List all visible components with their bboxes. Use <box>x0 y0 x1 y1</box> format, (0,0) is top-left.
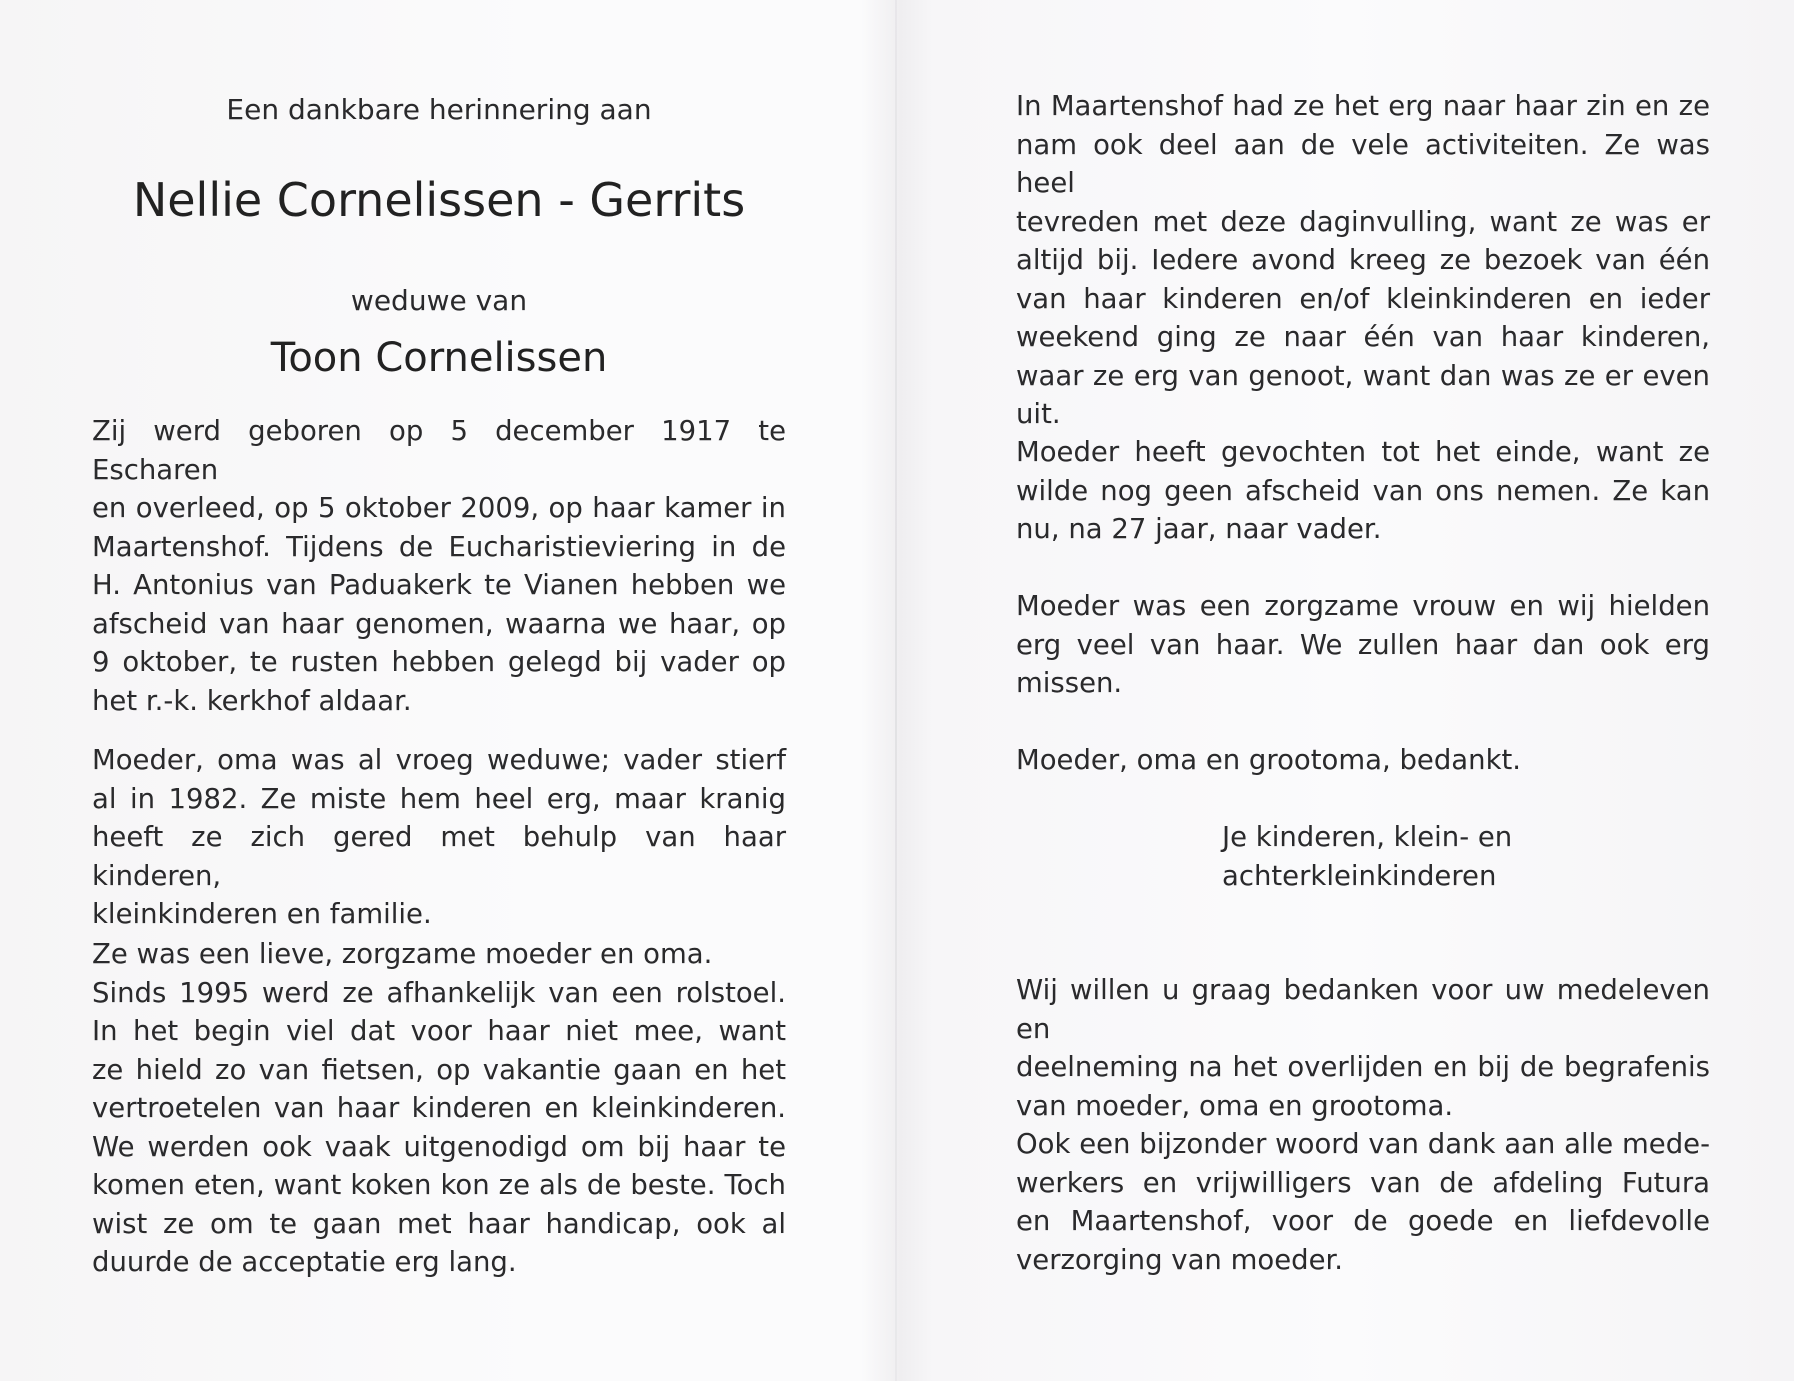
text-line: wilde nog geen afscheid van ons nemen. Ze kan <box>1016 474 1710 507</box>
right-page <box>1016 0 1710 1381</box>
text-line: deelneming na het overlijden en bij de begrafenis <box>1016 1051 1710 1083</box>
signature <box>1222 818 1512 895</box>
signature-line: achterkleinkinderen <box>1222 859 1497 892</box>
text-line: ze hield zo van fietsen, op vakantie gaan en het <box>92 1053 786 1086</box>
text-line: vertroetelen van haar kinderen en kleinkinderen. <box>92 1092 786 1124</box>
text-line: van moeder, oma en grootoma. <box>1016 1089 1454 1122</box>
text-line: het r.-k. kerkhof aldaar. <box>92 684 412 717</box>
text-line: missen. <box>1016 667 1123 699</box>
staff-thanks-paragraph <box>1016 1125 1710 1279</box>
text-line: In het begin viel dat voor haar niet mee, want <box>92 1015 786 1047</box>
text-line: We werden ook vaak uitgenodigd om bij haar te <box>92 1130 786 1163</box>
text-line: Moeder, oma en grootoma, bedankt. <box>1016 744 1522 776</box>
intro-text: Een dankbare herinnering aan <box>226 93 652 126</box>
text-line: In Maartenshof had ze het erg naar haar zin en ze <box>1016 90 1710 122</box>
text-line: duurde de acceptatie erg lang. <box>92 1246 517 1278</box>
signature-line: Je kinderen, klein- en <box>1222 821 1513 853</box>
card-fold-line <box>895 0 897 1381</box>
text-line: 9 oktober, te rusten hebben gelegd bij vader op <box>92 646 786 678</box>
fight-paragraph <box>1016 433 1710 549</box>
text-line: waar ze erg van genoot, want dan was ze er even <box>1016 359 1710 392</box>
text-line: H. Antonius van Paduakerk te Vianen hebben we <box>92 569 786 601</box>
text-line: tevreden met deze daginvulling, want ze was er <box>1016 205 1710 238</box>
spouse-name: Toon Cornelissen <box>270 335 608 381</box>
text-line: Ze was een lieve, zorgzame moeder en oma. <box>92 938 713 970</box>
widowhood-paragraph <box>92 741 786 934</box>
text-line: Ook een bijzonder woord van dank aan alle mede- <box>1016 1128 1710 1160</box>
text-line: altijd bij. Iedere avond kreeg ze bezoek van één <box>1016 244 1710 276</box>
thanks-line-paragraph <box>1016 741 1710 780</box>
text-line: komen eten, want koken kon ze als de beste. Toch <box>92 1169 786 1201</box>
text-line: Wij willen u graag bedanken voor uw medeleven en <box>1016 974 1710 1045</box>
text-line: Moeder, oma was al vroeg weduwe; vader stierf <box>92 744 786 776</box>
text-line: nam ook deel aan de vele activiteiten. Ze was heel <box>1016 128 1710 199</box>
text-line: werkers en vrijwilligers van de afdeling Futura <box>1016 1166 1710 1199</box>
text-line: weekend ging ze naar één van haar kinderen, <box>1016 321 1710 353</box>
text-line: Zij werd geboren op 5 december 1917 te Escharen <box>92 415 786 486</box>
text-line: heeft ze zich gered met behulp van haar kinderen, <box>92 821 786 892</box>
text-line: en Maartenshof, voor de goede en liefdevolle <box>1016 1205 1710 1237</box>
gratitude-paragraph <box>1016 971 1710 1125</box>
text-line: Moeder heeft gevochten tot het einde, want ze <box>1016 436 1710 468</box>
text-line: Moeder was een zorgzame vrouw en wij hielden <box>1016 590 1710 622</box>
text-line: nu, na 27 jaar, naar vader. <box>1016 513 1382 545</box>
widow-of-text: weduwe van <box>350 284 528 317</box>
text-line: afscheid van haar genomen, waarna we haar, op <box>92 607 786 640</box>
text-line: Sinds 1995 werd ze afhankelijk van een rolstoel. <box>92 976 786 1009</box>
text-line: kleinkinderen en familie. <box>92 898 432 930</box>
text-line: erg veel van haar. We zullen haar dan ook erg <box>1016 628 1710 661</box>
life-paragraph <box>92 935 786 1282</box>
text-line: en overleed, op 5 oktober 2009, op haar kamer in <box>92 492 786 524</box>
text-line: Maartenshof. Tijdens de Eucharistieviering in de <box>92 530 786 563</box>
caring-paragraph <box>1016 587 1710 703</box>
text-line: uit. <box>1016 398 1061 430</box>
deceased-name: Nellie Cornelissen - Gerrits <box>132 173 746 227</box>
text-line: wist ze om te gaan met haar handicap, ook al <box>92 1207 786 1240</box>
text-line: van haar kinderen en/of kleinkinderen en ieder <box>1016 282 1710 315</box>
biography-paragraph <box>92 412 786 720</box>
left-page <box>92 0 786 1381</box>
maartenshof-paragraph <box>1016 87 1710 434</box>
text-line: verzorging van moeder. <box>1016 1243 1344 1276</box>
text-line: al in 1982. Ze miste hem heel erg, maar kranig <box>92 782 786 815</box>
